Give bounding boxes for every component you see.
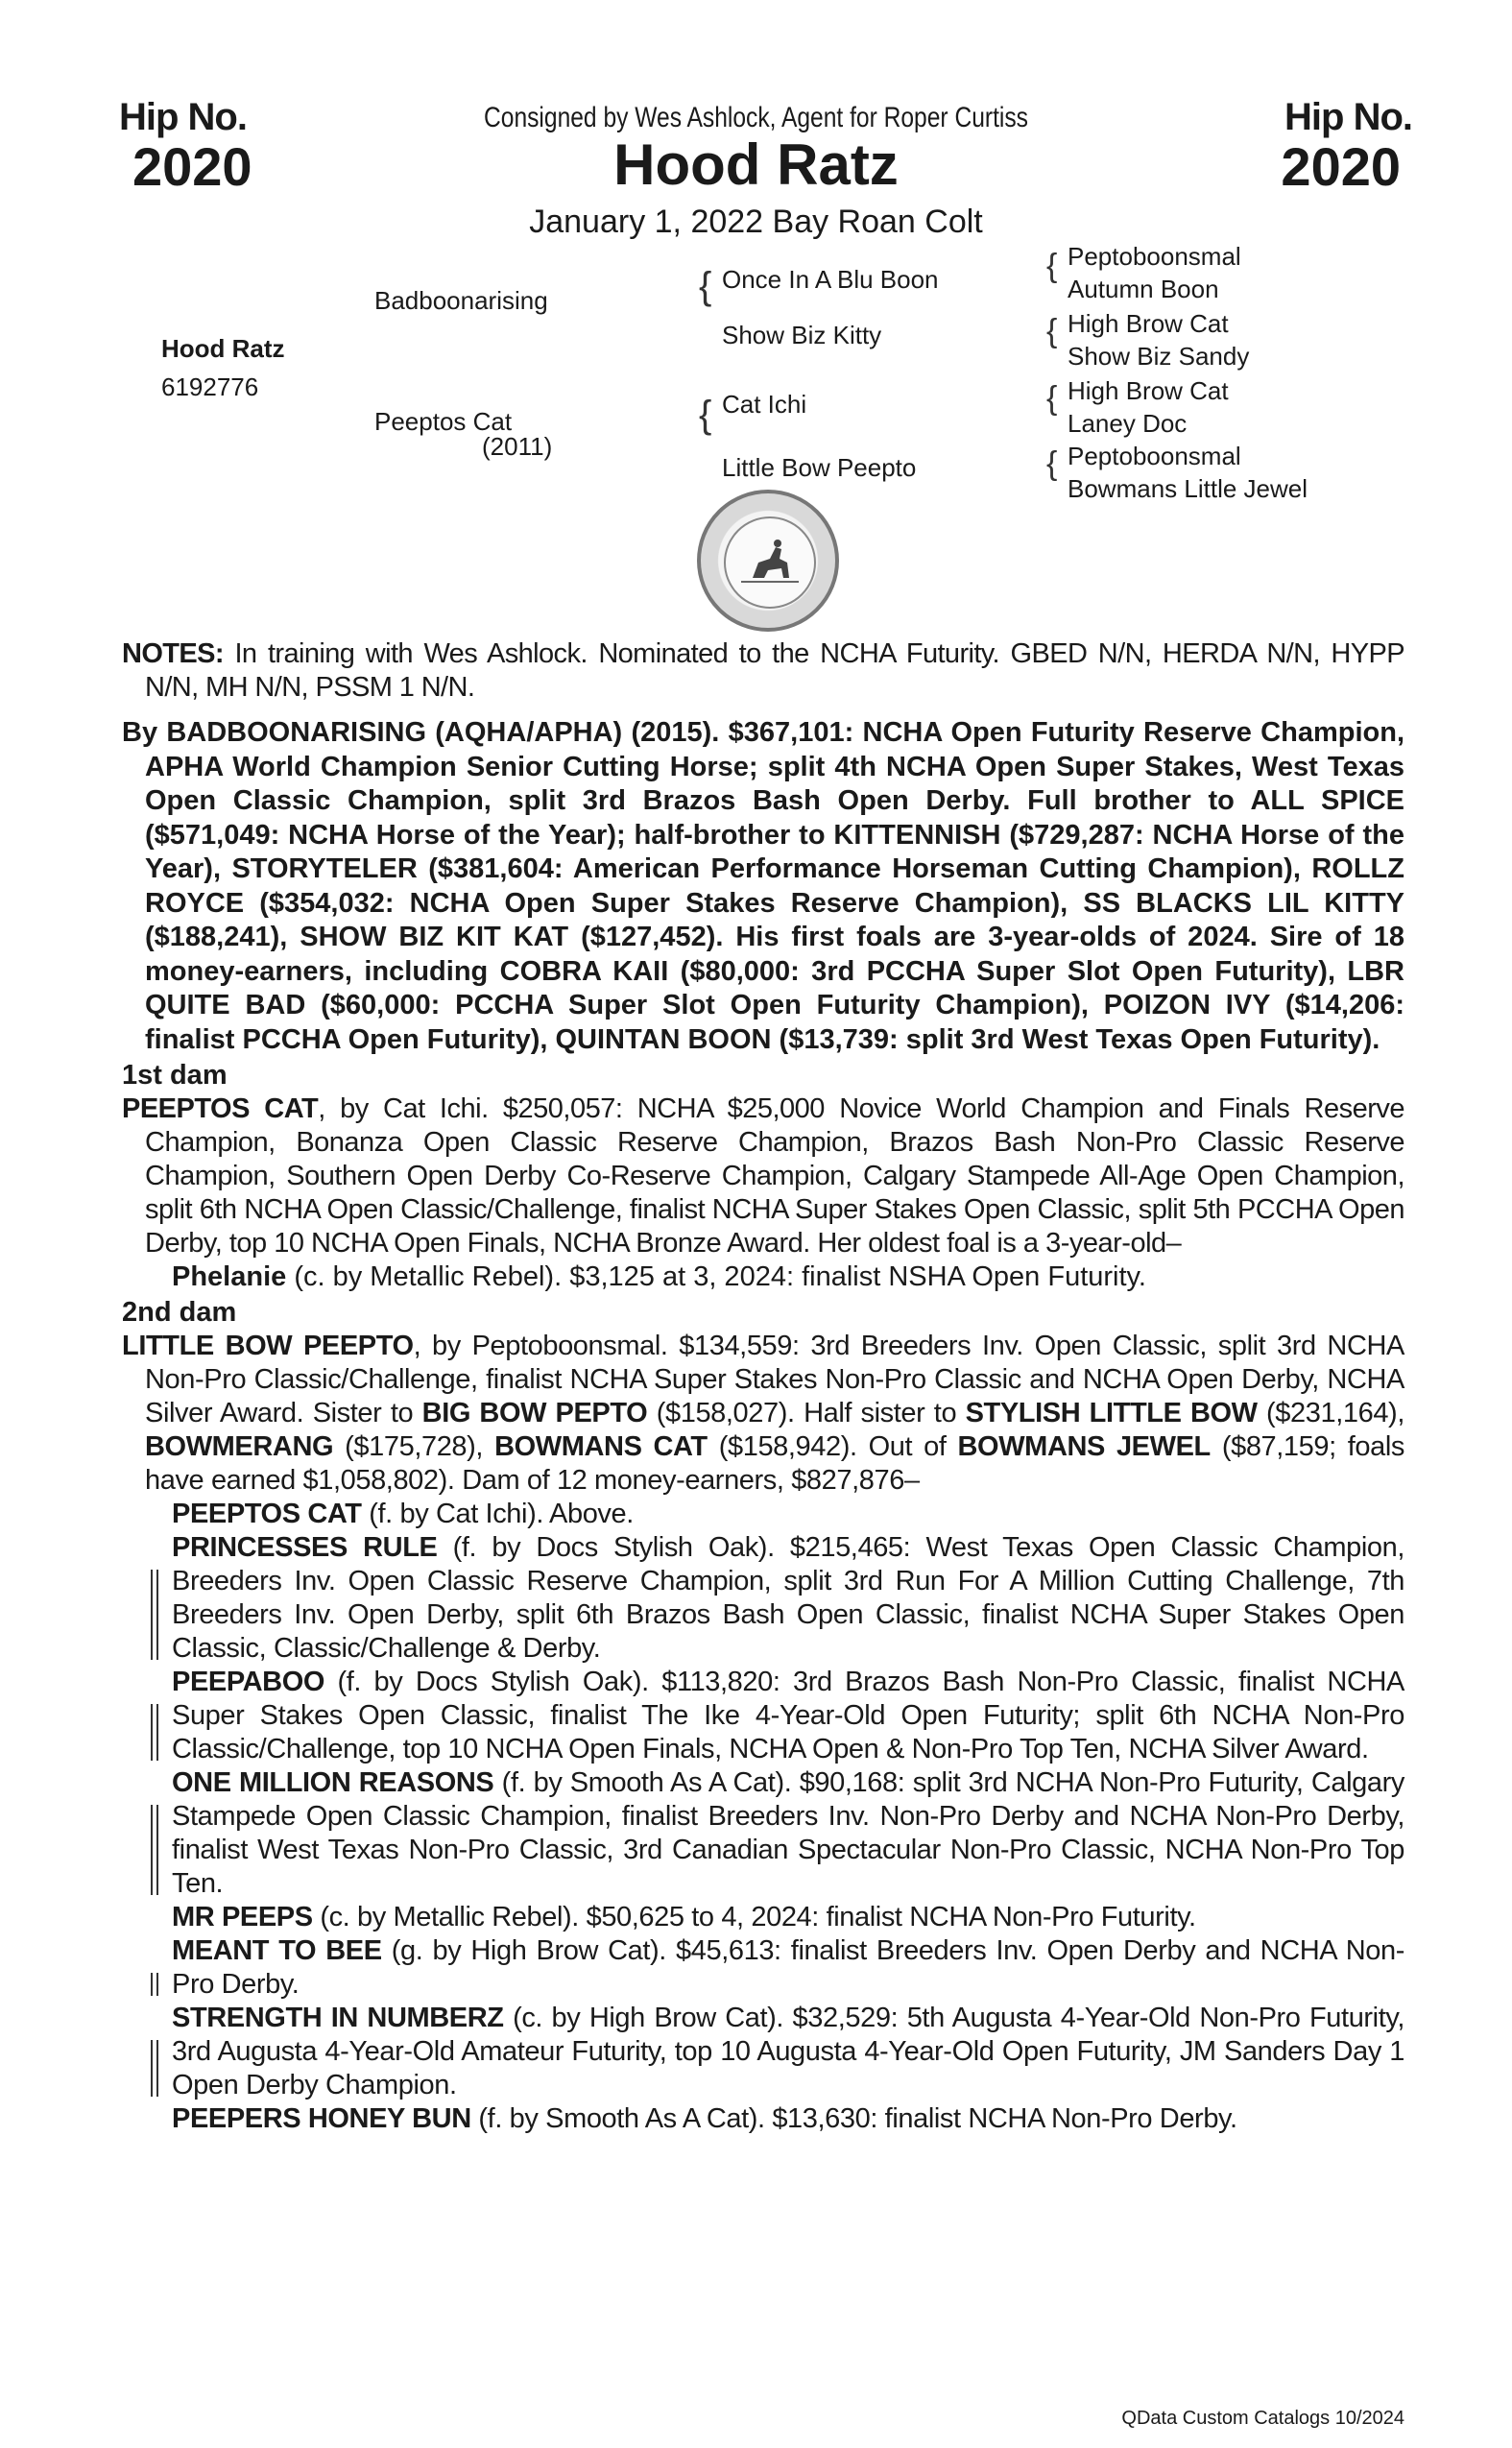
pedigree-gen4: High Brow Cat [1068,309,1229,338]
pedigree-sire-dam: Show Biz Kitty [722,321,882,349]
produce-name: PRINCESSES RULE [172,1532,438,1563]
foal-text: (c. by Metallic Rebel). $3,125 at 3, 2024: finalist NSHA Open Futurity. [286,1261,1146,1292]
horse-name-title: Hood Ratz [613,132,899,197]
produce-name: PEEPTOS CAT [172,1499,362,1529]
pedigree-sire: Badboonarising [374,286,548,315]
pedigree-gen4: Laney Doc [1068,409,1188,438]
hip-label: Hip No. [1284,96,1412,138]
produce-name: PEEPABOO [172,1667,325,1697]
produce-record [147,1531,1404,1666]
hip-label: Hip No. [119,96,247,138]
pedigree-brace: { [699,394,712,436]
pedigree-dam-dam: Little Bow Peepto [722,453,917,482]
produce-text: (f. by Smooth As A Cat). $13,630: finalist NCHA Non-Pro Derby. [470,2103,1237,2134]
produce-text: (f. by Docs Stylish Oak). $113,820: 3rd Brazos Bash Non-Pro Classic, finalist NCHA Super Stakes Open Classic, finalist The Ike 4-Year-Old Open Futurity; split 6th NCHA Non-Pro Classic/Challenge, top 10 NCHA Open Finals, NCHA Open & Non-Pro Top Ten, NCHA Silver Award. [172,1667,1404,1764]
second-dam-text: ($87,159; foals have earned $1,058,802). Dam of 12 money-earners, $827,876– [145,1431,1405,1496]
sibling-name: BOWMANS CAT [494,1431,708,1462]
produce-paragraph [172,1531,1404,1666]
second-dam-text: ($158,027). Half sister to [647,1398,966,1428]
pedigree-brace: { [1046,380,1058,417]
produce-paragraph [172,1934,1404,2002]
first-dam-foal [172,1260,1404,1294]
second-dam-name: LITTLE BOW PEEPTO [122,1331,414,1361]
horse-rider-icon [726,518,814,607]
catalog-body [122,637,1404,2136]
produce-record [147,1666,1404,1766]
second-dam-text: ($175,728), [333,1431,495,1462]
pedigree-dam: Peeptos Cat [374,407,513,436]
produce-paragraph [172,1766,1404,1901]
produce-bar [147,1531,172,1666]
third-dam-name: BOWMANS JEWEL [957,1431,1211,1462]
produce-record [147,2002,1404,2102]
pedigree-gen4: Bowmans Little Jewel [1068,474,1308,503]
second-dam-heading: 2nd dam [122,1297,237,1328]
notes-paragraph [122,637,1404,705]
hip-number: 2020 [1281,136,1401,197]
pedigree-brace: { [699,265,712,307]
produce-name: PEEPERS HONEY BUN [172,2103,471,2134]
pedigree-subject-name: Hood Ratz [161,334,285,363]
produce-record [147,1934,1404,2002]
produce-bar [147,1934,172,2002]
produce-record [172,2102,1404,2136]
produce-bar [147,1766,172,1901]
pedigree-brace: { [1046,248,1058,284]
produce-record [147,1766,1404,1901]
produce-text: (c. by High Brow Cat). $32,529: 5th Augusta 4-Year-Old Non-Pro Futurity, 3rd Augusta 4-Year-Old Amateur Futurity, top 10 Augusta 4-Year-Old Open Futurity, JM Sanders Day 1 Open Derby Champion. [172,2003,1404,2100]
produce-text: (g. by High Brow Cat). $45,613: finalist Breeders Inv. Open Derby and NCHA Non-Pro Derby. [172,1935,1404,2000]
produce-name: STRENGTH IN NUMBERZ [172,2003,504,2033]
notes-text: In training with Wes Ashlock. Nominated to the NCHA Futurity. GBED N/N, HERDA N/N, HYPP N/N, MH N/N, PSSM 1 N/N. [145,638,1404,703]
pedigree-registration: 6192776 [161,372,259,401]
produce-text: (c. by Metallic Rebel). $50,625 to 4, 2024: finalist NCHA Non-Pro Futurity. [312,1902,1196,1932]
hip-number: 2020 [132,136,252,197]
sibling-name: BOWMERANG [145,1431,334,1462]
pedigree-gen4: High Brow Cat [1068,376,1229,405]
second-dam-text: , by Peptoboonsmal. $134,559: 3rd Breeders Inv. Open Classic, split 3rd NCHA Non-Pro Classic/Challenge, finalist NCHA Super Stakes Non-Pro Classic and NCHA Open Derby, NCHA Silver Award. Sister to [145,1331,1405,1428]
produce-record [172,1901,1404,1934]
produce-bar [147,2002,172,2102]
pedigree-dam-sire: Cat Ichi [722,390,807,419]
first-dam-name: PEEPTOS CAT [122,1093,319,1124]
foal-name: Phelanie [172,1261,287,1292]
produce-name: ONE MILLION REASONS [172,1767,494,1798]
second-dam-text: ($231,164), [1257,1398,1404,1428]
ncha-seal-icon [697,490,839,632]
produce-paragraph [172,2002,1404,2102]
produce-name: MR PEEPS [172,1902,313,1932]
footer-credit: QData Custom Catalogs 10/2024 [1121,2408,1404,2429]
produce-text: (f. by Docs Stylish Oak). $215,465: West Texas Open Classic Champion, Breeders Inv. Open Classic Reserve Champion, split 3rd Run For A Million Cutting Challenge, 7th Breeders Inv. Open Derby, split 6th Brazos Bash Open Classic, finalist NCHA Super Stakes Open Classic, Classic/Challenge & Derby. [172,1532,1404,1664]
produce-paragraph [172,1666,1404,1766]
first-dam-text: , by Cat Ichi. $250,057: NCHA $25,000 Novice World Champion and Finals Reserve Champion, Bonanza Open Classic Reserve Champion, Brazos Bash Non-Pro Classic Reserve Champion, Southern Open Derby Co-Reserve Champion, Calgary Stampede All-Age Open Champion, split 6th NCHA Open Classic/Challenge, finalist NCHA Super Stakes Open Classic, split 5th PCCHA Open Derby, top 10 NCHA Open Finals, NCHA Bronze Award. Her oldest foal is a 3-year-old– [145,1093,1405,1259]
produce-list [172,1498,1404,2136]
pedigree-brace: { [1046,313,1058,349]
consignor-line: Consigned by Wes Ashlock, Agent for Roper Curtiss [483,102,1028,133]
pedigree-gen4: Peptoboonsmal [1068,242,1241,271]
pedigree-gen4: Peptoboonsmal [1068,442,1241,470]
second-dam-paragraph [122,1330,1404,1498]
sibling-name: STYLISH LITTLE BOW [965,1398,1258,1428]
pedigree-gen4: Show Biz Sandy [1068,342,1250,371]
foaling-date: January 1, 2022 Bay Roan Colt [529,204,983,240]
produce-name: MEANT TO BEE [172,1935,382,1966]
produce-text: (f. by Cat Ichi). Above. [361,1499,634,1529]
first-dam-heading: 1st dam [122,1060,228,1091]
produce-bar [147,1666,172,1766]
second-dam-text: ($158,942). Out of [707,1431,958,1462]
pedigree-sire-sire: Once In A Blu Boon [722,265,939,294]
seal-inner [724,516,816,609]
sibling-name: BIG BOW PEPTO [421,1398,648,1428]
sire-paragraph: By BADBOONARISING (AQHA/APHA) (2015). $367,101: NCHA Open Futurity Reserve Champion, APHA World Champion Senior Cutting Horse; split 4th NCHA Open Super Stakes, West Texas Open Classic Champion, split 3rd Brazos Bash Open Derby. Full brother to ALL SPICE ($571,049: NCHA Horse of the Year); half-brother to KITTENNISH ($729,287: NCHA Horse of the Year), STORYTELER ($381,604: American Performance Horseman Cutting Champion), ROLLZ ROYCE ($354,032: NCHA Open Super Stakes Reserve Champion), SS BLACKS LIL KITTY ($188,241), SHOW BIZ KIT KAT ($127,452). His first foals are 3-year-olds of 2024. Sire of 18 money-earners, including COBRA KAII ($80,000: 3rd PCCHA Super Slot Open Futurity), LBR QUITE BAD ($60,000: PCCHA Super Slot Open Futurity Champion), POIZON IVY ($14,206: finalist PCCHA Open Futurity), QUINTAN BOON ($13,739: split 3rd West Texas Open Futurity). [122,717,1404,1055]
header-center [0,102,1512,241]
pedigree-brace: { [1046,445,1058,482]
pedigree-dam-year: (2011) [482,432,553,461]
first-dam-paragraph [122,1092,1404,1260]
produce-record [172,1498,1404,1531]
notes-label: NOTES: [122,638,224,669]
produce-text: (f. by Smooth As A Cat). $90,168: split 3rd NCHA Non-Pro Futurity, Calgary Stampede Open Classic Champion, finalist Breeders Inv. Non-Pro Derby and NCHA Non-Pro Derby, finalist West Texas Non-Pro Classic, 3rd Canadian Spectacular Non-Pro Classic, NCHA Non-Pro Top Ten. [172,1767,1404,1899]
pedigree-gen4: Autumn Boon [1068,275,1219,303]
